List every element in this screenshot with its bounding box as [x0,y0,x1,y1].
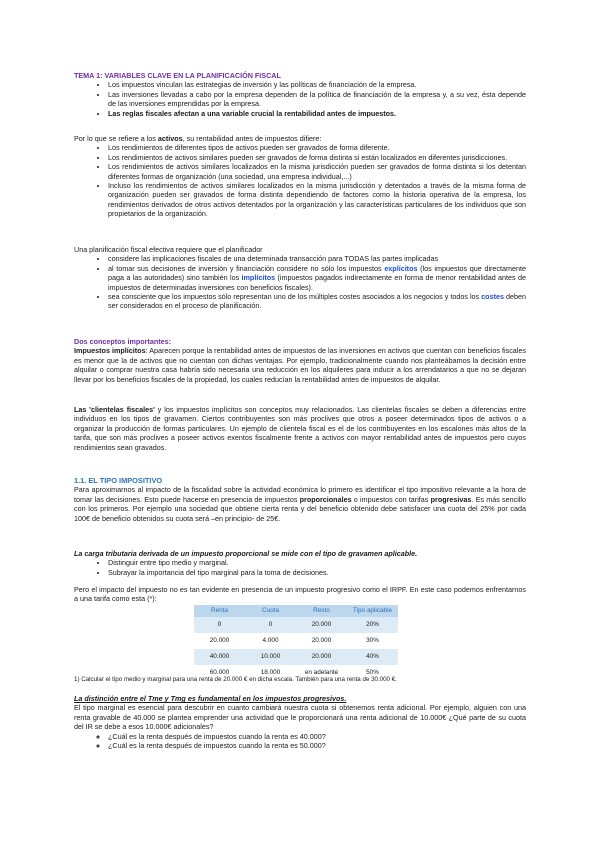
table-cell: 20.000 [296,649,347,665]
tema-title: TEMA 1: VARIABLES CLAVE EN LA PLANIFICACIÓN FISCAL [74,71,281,80]
column-header: Cuota [245,605,296,617]
clientelas-paragraph [74,405,526,452]
list-item: • Los impuestos vinculan las estrategias de inversión y las políticas de financiación de la empresa. [108,80,526,89]
table-row [194,649,398,665]
table-cell: 20.000 [311,637,332,644]
list-item: • considere las implicaciones fiscales de una determinada transacción para TODAS las partes implicadas [108,254,526,263]
table-cell: 60.000 [209,669,230,676]
carga-block [74,549,526,577]
table-cell: 0 [194,617,245,633]
table-cell: 20.000 [296,617,347,633]
text-run: sea consciente que los impuestos sólo representan uno de los múltiples costes asociados a los negocios y todos los [108,292,482,302]
distincion-block [74,694,526,750]
dos-conceptos-heading: Dos conceptos importantes: [74,337,172,346]
text-run: Por lo que se refiere a los [74,134,158,143]
tarifa-table [194,605,398,681]
table-cell: 30% [366,637,379,644]
text-run: (impuestos pagados indirectamente en forma de menor rentabilidad antes de impuestos de determinadas inversiones con beneficios fiscales). [108,273,526,292]
list-item: • Incluso los rendimientos de activos similares localizados en la misma jurisdicción y detentados a través de la misma forma de organización pueden ser gravados de forma distinta dependiendo de factores como la historia operativa de la empresa, los rendimientos derivados de otros activos detentados por la organización y las características particulares de los individuos que son propietarios de la organización. [108,181,526,219]
tema-block [74,71,526,118]
list-item: • Los rendimientos de activos similares pueden ser gravados de forma distinta si están localizados en diferentes jurisdicciones. [108,153,526,162]
table-cell: 18.000 [260,669,281,676]
column-header: Renta [194,605,245,617]
progresivas-term: progresivas [430,494,472,504]
table-cell: 0 [245,617,296,633]
list-item: • Distinguir entre tipo medio y marginal. [108,558,526,567]
distincion-heading: La distinción entre el Tme y Tmg es fundamental en los impuestos progresivos. [74,694,347,703]
pero-block [74,585,526,604]
carga-heading: La carga tributaria derivada de un impuesto proporcional se mide con el tipo de gravamen aplicable. [74,549,418,558]
list-item [108,264,526,292]
activos-list [74,143,526,218]
table-cell: 40% [347,649,398,665]
table-cell: 4.000 [262,637,279,644]
list-item: • Las reglas fiscales afectan a una variable crucial la rentabilidad antes de impuestos. [108,109,526,118]
planif-list [74,254,526,310]
planif-block [74,245,526,311]
list-item: • Los rendimientos de diferentes tipos de activos pueden ser gravados de forma diferente. [108,143,526,152]
table-cell: 50% [366,669,379,676]
clientelas-block [74,405,526,452]
distincion-paragraph: El tipo marginal es esencial para descubrir en cuanto cambiará nuestra cuota si obtenemos renta adicional. Por ejemplo, alguien con una renta gravable de 40.000 se plantea emprender una actividad que le proporcionará una renta adicional de 10.000€ ¿Qué parte de su cuota del IR se debe a esos 10.000€ adicionales? [74,703,526,732]
text-run: : Aparecen porque la rentabilidad antes de impuestos de las inversiones en activos que cuentan con beneficios fiscales es menor que la de activos que no cuentan con dichas ventajas. Por ejemplo, tradicionalmente cuando nos planteábamos la decisión entre alquilar o comprar nuestra casa habría sido necesaria una reducción en los alquileres para inducir a los arrendatarios a que no se dejaran llevar por los beneficios fiscales de la propiedad, los cuales reducían la rentabilidad antes de impuestos de alquilar. [74,346,526,384]
costes-term: costes [481,292,504,302]
table-cell: 20.000 [209,637,230,644]
table-row [194,633,398,649]
conceptos-block [74,337,526,384]
implicitos-paragraph [74,346,526,384]
section-heading: 1.1. EL TIPO IMPOSITIVO [74,476,163,485]
implicitos-term: implícitos [241,273,276,283]
activos-block [74,134,526,219]
explicitos-term: explícitos [384,263,418,273]
carga-list [74,558,526,577]
activos-intro [74,134,526,143]
table-cell: en adelante [304,669,339,676]
list-item: • Subrayar la importancia del tipo marginal para la toma de decisiones. [108,568,526,577]
tipo-paragraph [74,485,526,523]
list-item: ◦ ¿Cuál es la renta después de impuestos cuando la renta es 50.000? [108,741,526,750]
table-cell: 40.000 [194,649,245,665]
text-run: o impuestos con tarifas [351,494,431,504]
implicitos-heading: Impuestos implícitos [74,346,146,356]
list-item: • Los rendimientos de activos similares localizados en la misma jurisdicción pueden ser gravados de forma distinta si los detentan diferentes formas de organización (una sociedad, una empresa individual,...) [108,162,526,181]
text-run: y los impuestos implícitos son conceptos muy relacionados. Las clientelas fiscales se deben a diferencias entre individuos en los tipos de gravamen. Ciertos contribuyentes son más proclives que otros a poseer determinados tipos de activos o a organizar la producción de formas particulares. Un ejemplo de clientela fiscal es el de los contribuyentes en los escalones más altos de la tarifa, que son más proclives a poseer activos exentos fiscalmente frente a activos con mayor rentabilidad antes de impuestos pero cuyos rendimientos sean gravados. [74,405,526,452]
activos-term: activos [157,134,183,143]
distincion-list [74,732,526,751]
text-run: al tomar sus decisiones de inversión y financiación considere no sólo los impuestos [108,263,385,273]
text-run: (los impuestos que directamente paga a las autoridades) sino también los [108,263,526,283]
tarifa-note: 1) Calcular el tipo medio y marginal para una renta de 20.000 € en dicha escala. También para una renta de 30.000 €. [74,676,397,683]
column-header: Tipo aplicable [347,605,398,617]
table-header-row [194,605,398,617]
text-run: Para aproximarnos al impacto de la fiscalidad sobre la actividad económica lo primero es identificar el tipo impositivo relevante a la hora de tomar las decisiones. Esto puede hacerse en presencia de impuestos [74,485,526,504]
text-run: . Es más sencillo con los primeros. Por ejemplo una sociedad que obtiene cierta renta y del beneficio obtenido debe satisfacer una cuota del 25% por cada 100€ de beneficio obtenidos su cuota será –en principio- de 25€. [74,494,526,523]
proporcionales-term: proporcionales [299,494,352,504]
clientelas-heading: Las 'clientelas fiscales' [74,405,155,414]
list-item [108,292,526,311]
list-item: • Las inversiones llevadas a cabo por la empresa dependen de la política de financiación de la empresa y, a su vez, ésta depende de las inversiones emprendidas por la empresa. [108,90,526,109]
pero-paragraph: Pero el impacto del impuesto no es tan evidente en presencia de un impuesto progresivo como el IRPF. En este caso podemos enfrentarnos a una tarifa como esta (*): [74,585,526,604]
column-header: Resto [296,605,347,617]
list-item: ◦ ¿Cuál es la renta después de impuestos cuando la renta es 40.000? [108,732,526,741]
table-cell: 20% [347,617,398,633]
text-run: deben ser considerados en el proceso de planificación. [108,292,526,311]
text-run: , su rentabilidad antes de impuestos difiere: [182,134,322,143]
tema-list [74,80,526,118]
table-row [194,617,398,633]
planif-intro: Una planificación fiscal efectiva requiere que el planificador [74,245,263,254]
tipo-block [74,476,526,523]
table-cell: 10.000 [245,649,296,665]
